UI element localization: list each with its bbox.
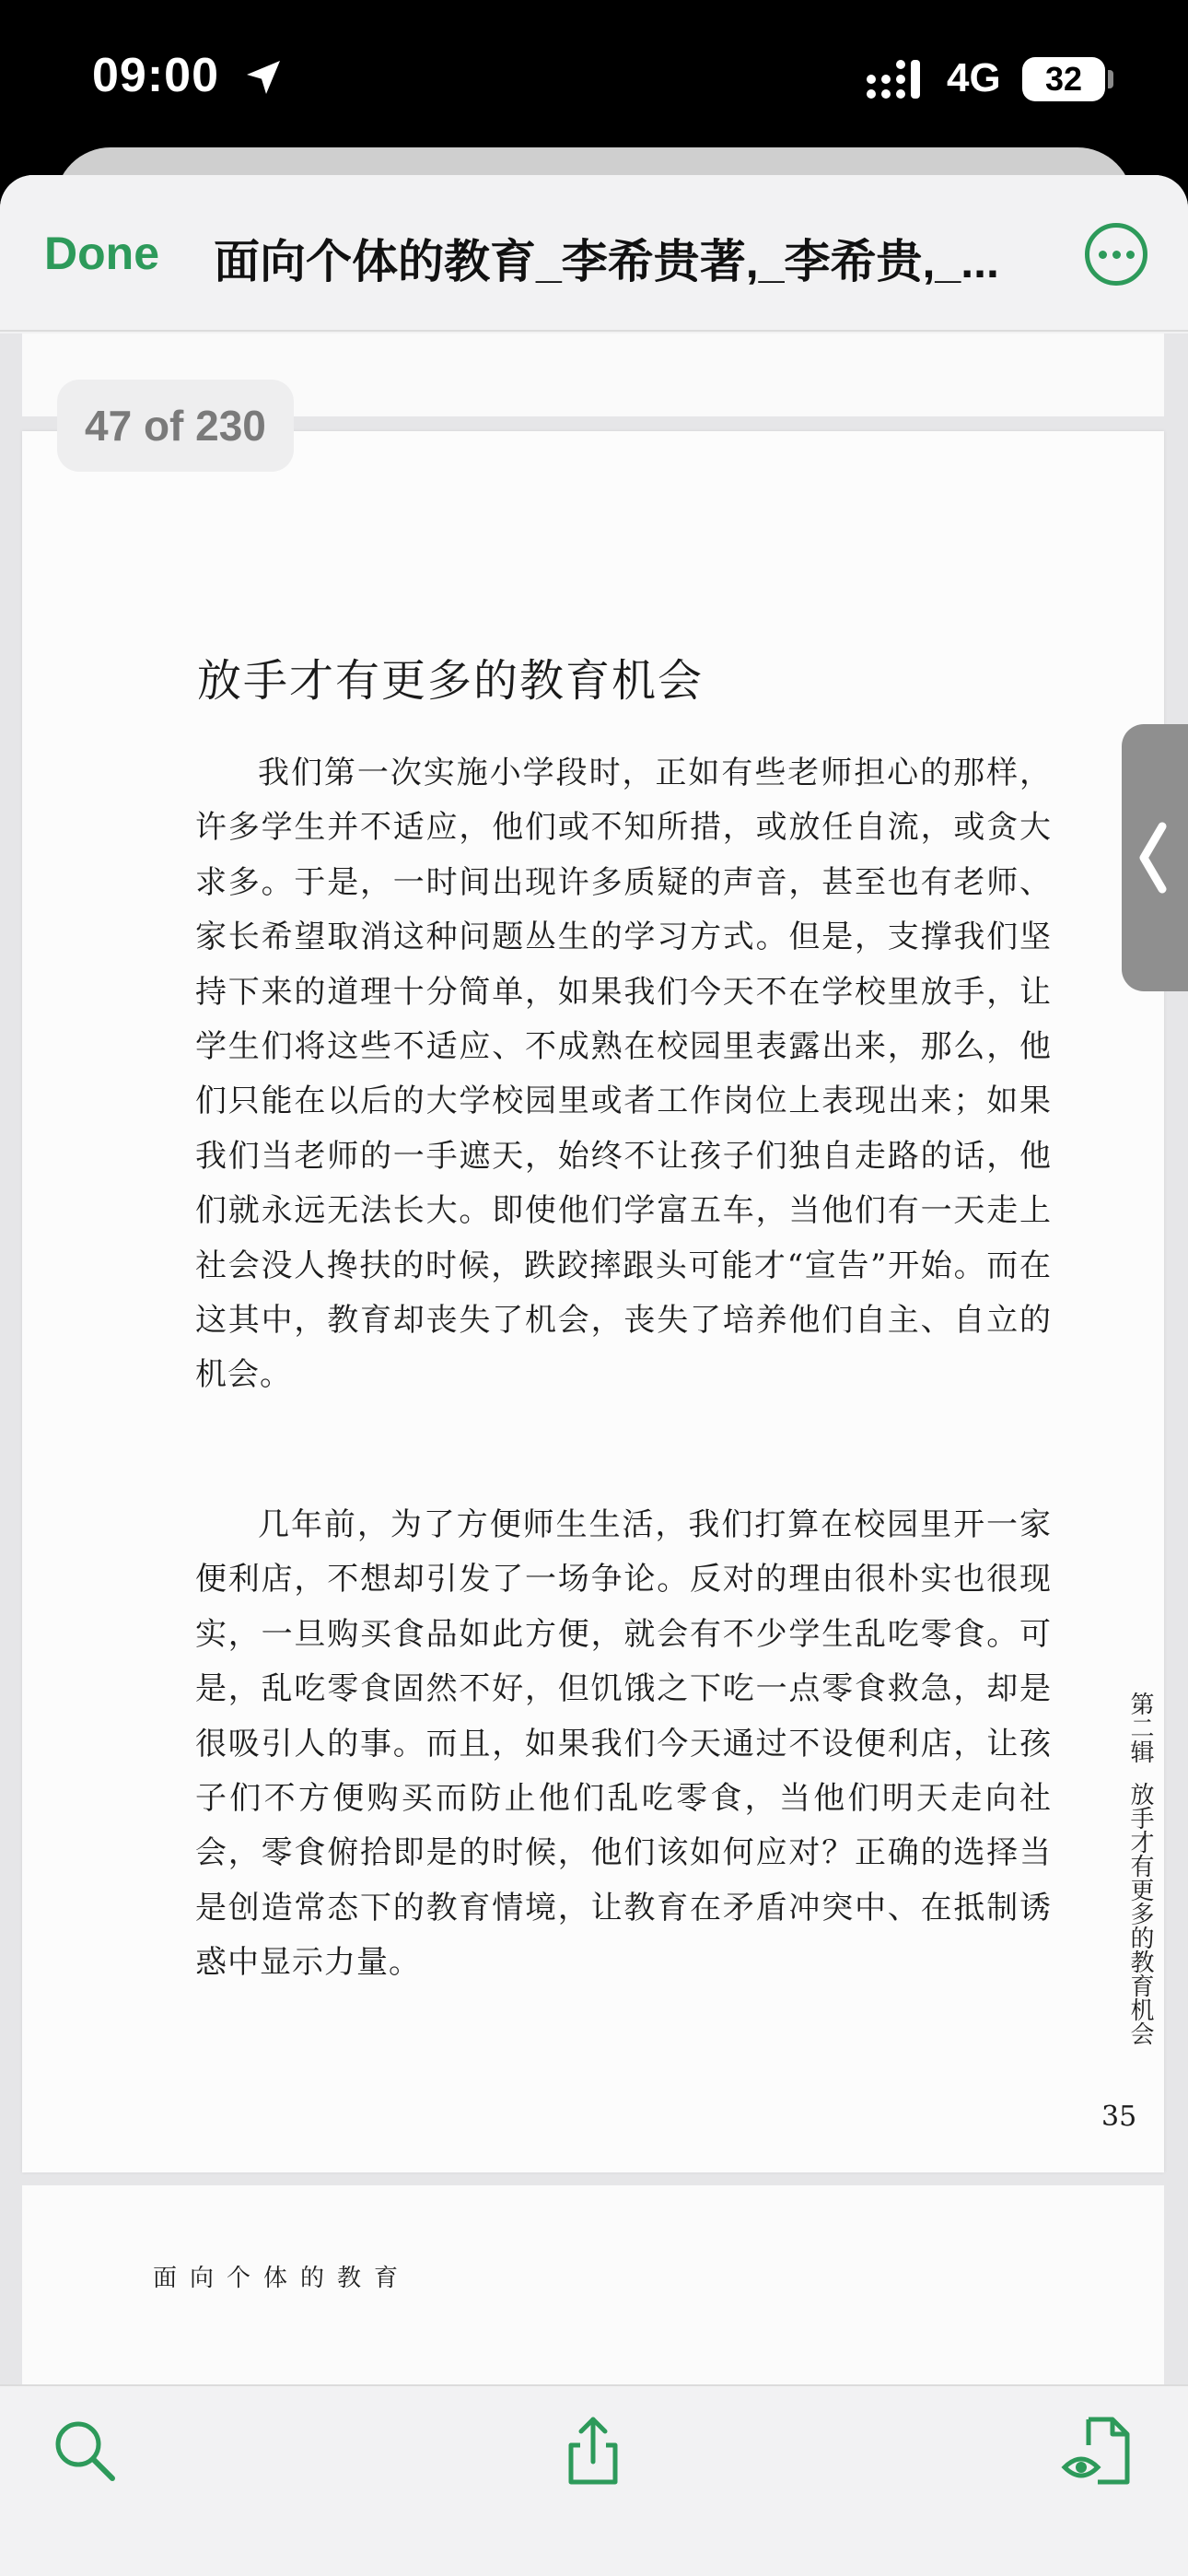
done-button[interactable]: Done bbox=[44, 228, 159, 279]
side-label-title: 放手才有更多的教育机会 bbox=[1126, 1782, 1154, 2045]
location-arrow-icon bbox=[241, 55, 285, 100]
network-type: 4G bbox=[947, 55, 1001, 100]
more-options-icon[interactable] bbox=[1085, 223, 1147, 286]
cellular-signal-icon bbox=[866, 57, 930, 101]
document-view-icon[interactable] bbox=[1061, 2414, 1135, 2488]
paragraph: 我们第一次实施小学段时，正如有些老师担心的那样，许多学生并不适应，他们或不知所措，或放任自流，或贪大求多。于是，一时间出现许多质疑的声音，甚至也有老师、家长希望取消这种问题丛生的学习方式。但是，支撑我们坚持下来的道理十分简单，如果我们今天不在学校里放手，让学生们将这些不适应、不成熟在校园里表露出来，那么，他们只能在以后的大学校园里或者工作岗位上表现出来；如果我们当老师的一手遮天，始终不让孩子们独自走路的话，他们就永远无法长大。即使他们学富五车，当他们有一天走上社会没人搀扶的时候，跌跤摔跟头可能才“宣告”开始。而在这其中，教育却丧失了机会，丧失了培养他们自主、自立的机会。 bbox=[195, 755, 1052, 1394]
battery-tip bbox=[1108, 70, 1113, 88]
document-viewer-sheet bbox=[0, 175, 1188, 2576]
page-counter: 47 of 230 bbox=[57, 380, 294, 472]
side-label-part: 第二辑 bbox=[1126, 1692, 1154, 1763]
current-page bbox=[22, 431, 1164, 2172]
search-icon[interactable] bbox=[48, 2414, 122, 2488]
share-icon[interactable] bbox=[556, 2414, 630, 2488]
status-time: 09:00 bbox=[92, 49, 219, 102]
battery-indicator: 32 bbox=[1022, 57, 1105, 101]
next-page bbox=[22, 2185, 1164, 2384]
page-heading: 放手才有更多的教育机会 bbox=[197, 655, 705, 707]
chevron-left-icon bbox=[1136, 821, 1170, 895]
document-title: 面向个体的教育_李希贵著,_李希贵,_... bbox=[214, 236, 999, 287]
page-number: 35 bbox=[1101, 2101, 1137, 2133]
next-page-header: 面向个体的教育 bbox=[153, 2265, 412, 2292]
side-panel-handle[interactable] bbox=[1122, 724, 1188, 991]
bottom-toolbar bbox=[0, 2384, 1188, 2576]
paragraph: 几年前，为了方便师生生活，我们打算在校园里开一家便利店，不想却引发了一场争论。反对的理由很朴实也很现实，一旦购买食品如此方便，就会有不少学生乱吃零食。可是，乱吃零食固然不好，但饥饿之下吃一点零食救急，却是很吸引人的事。而且，如果我们今天通过不设便利店，让孩子们不方便购买而防止他们乱吃零食，当他们明天走向社会，零食俯拾即是的时候，他们该如何应对？正确的选择当是创造常态下的教育情境，让教育在矛盾冲突中、在抵制诱惑中显示力量。 bbox=[195, 1506, 1052, 1982]
chapter-side-label bbox=[1116, 1692, 1153, 2045]
status-bar bbox=[0, 0, 1188, 157]
nav-bar bbox=[0, 175, 1188, 332]
document-scroll-area[interactable] bbox=[0, 334, 1188, 2384]
